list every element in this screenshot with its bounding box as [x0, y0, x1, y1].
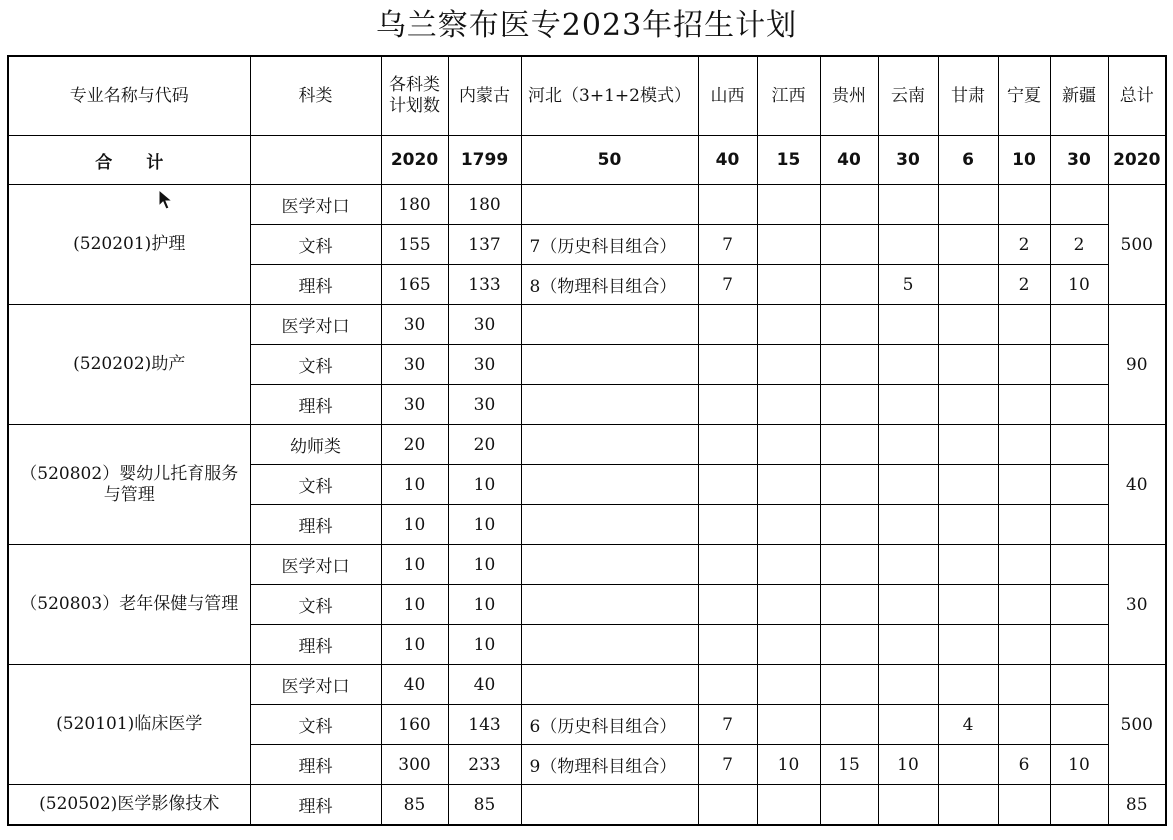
cell-xinjiang: [1050, 705, 1108, 745]
cell-neimenggu: 30: [448, 345, 521, 385]
cell-yunnan: [878, 345, 938, 385]
cell-hebei: [521, 665, 698, 705]
cell-neimenggu: 10: [448, 545, 521, 585]
cell-yunnan: [878, 545, 938, 585]
cell-neimenggu: 30: [448, 305, 521, 345]
cell-ningxia: 6: [998, 745, 1050, 785]
cell-hebei: [521, 425, 698, 465]
cell-yunnan: [878, 425, 938, 465]
header-plan-line1: 各科类: [389, 75, 440, 95]
cell-plan: 10: [381, 585, 448, 625]
cell-ningxia: [998, 185, 1050, 225]
cell-plan: 10: [381, 465, 448, 505]
cell-gansu: [938, 185, 998, 225]
cell-shanxi: [698, 665, 757, 705]
cell-shanxi: [698, 345, 757, 385]
cell-neimenggu: 10: [448, 465, 521, 505]
major-name: (520101)临床医学: [8, 665, 250, 785]
cell-guizhou: [820, 425, 878, 465]
cell-plan: 85: [381, 785, 448, 826]
cell-yunnan: [878, 465, 938, 505]
cell-gansu: [938, 225, 998, 265]
cell-neimenggu: 30: [448, 385, 521, 425]
cell-yunnan: [878, 225, 938, 265]
cell-yunnan: [878, 705, 938, 745]
header-hebei: 河北（3+1+2模式）: [521, 56, 698, 136]
cell-shanxi: [698, 625, 757, 665]
cell-xinjiang: [1050, 505, 1108, 545]
cell-xinjiang: [1050, 425, 1108, 465]
cell-ningxia: [998, 665, 1050, 705]
cell-jiangxi: [757, 385, 820, 425]
cell-gansu: [938, 585, 998, 625]
cell-category: 医学对口: [250, 305, 381, 345]
cell-yunnan: [878, 585, 938, 625]
cell-jiangxi: [757, 345, 820, 385]
cell-hebei: [521, 185, 698, 225]
cell-hebei: [521, 505, 698, 545]
cell-xinjiang: [1050, 665, 1108, 705]
cell-xinjiang: [1050, 545, 1108, 585]
totals-plan: 2020: [381, 136, 448, 185]
cell-shanxi: [698, 505, 757, 545]
cell-hebei: [521, 385, 698, 425]
cell-neimenggu: 40: [448, 665, 521, 705]
major-total: 500: [1108, 185, 1166, 305]
cell-plan: 180: [381, 185, 448, 225]
major-total: 500: [1108, 665, 1166, 785]
enrollment-plan-table: [7, 55, 1167, 826]
cell-ningxia: [998, 425, 1050, 465]
cell-category: 理科: [250, 745, 381, 785]
cell-ningxia: 2: [998, 225, 1050, 265]
cell-plan: 10: [381, 505, 448, 545]
totals-gansu: 6: [938, 136, 998, 185]
cell-category: 文科: [250, 585, 381, 625]
cell-category: 医学对口: [250, 545, 381, 585]
totals-shanxi: 40: [698, 136, 757, 185]
cell-category: 文科: [250, 345, 381, 385]
cell-gansu: [938, 385, 998, 425]
cell-category: 医学对口: [250, 185, 381, 225]
header-shanxi: 山西: [698, 56, 757, 136]
cell-yunnan: [878, 625, 938, 665]
cell-category: 理科: [250, 505, 381, 545]
cell-ningxia: [998, 705, 1050, 745]
cell-plan: 155: [381, 225, 448, 265]
cell-jiangxi: [757, 665, 820, 705]
major-total: 90: [1108, 305, 1166, 425]
table-row: [8, 785, 1166, 826]
totals-neimenggu: 1799: [448, 136, 521, 185]
cell-yunnan: [878, 185, 938, 225]
cell-neimenggu: 10: [448, 585, 521, 625]
header-yunnan: 云南: [878, 56, 938, 136]
cell-guizhou: [820, 665, 878, 705]
cell-guizhou: [820, 185, 878, 225]
cell-guizhou: [820, 305, 878, 345]
cell-plan: 10: [381, 625, 448, 665]
cell-ningxia: [998, 625, 1050, 665]
cell-ningxia: 2: [998, 265, 1050, 305]
major-name: （520803）老年保健与管理: [8, 545, 250, 665]
header-plan-line2: 计划数: [389, 96, 440, 116]
cell-neimenggu: 133: [448, 265, 521, 305]
header-jiangxi: 江西: [757, 56, 820, 136]
cell-guizhou: [820, 545, 878, 585]
header-neimenggu: 内蒙古: [448, 56, 521, 136]
cell-category: 文科: [250, 465, 381, 505]
cell-guizhou: [820, 225, 878, 265]
cell-guizhou: [820, 705, 878, 745]
cell-ningxia: [998, 785, 1050, 826]
totals-hebei: 50: [521, 136, 698, 185]
cell-neimenggu: 10: [448, 505, 521, 545]
cell-plan: 160: [381, 705, 448, 745]
totals-category: [250, 136, 381, 185]
cell-neimenggu: 137: [448, 225, 521, 265]
cell-gansu: [938, 505, 998, 545]
cell-ningxia: [998, 305, 1050, 345]
table-row: [8, 665, 1166, 705]
cell-xinjiang: [1050, 305, 1108, 345]
cell-guizhou: [820, 465, 878, 505]
cell-hebei: 7（历史科目组合）: [521, 225, 698, 265]
totals-ningxia: 10: [998, 136, 1050, 185]
cell-gansu: [938, 265, 998, 305]
cell-xinjiang: [1050, 585, 1108, 625]
cell-gansu: [938, 665, 998, 705]
cell-hebei: [521, 305, 698, 345]
cell-category: 理科: [250, 785, 381, 826]
cell-guizhou: [820, 625, 878, 665]
cell-hebei: [521, 345, 698, 385]
header-major: 专业名称与代码: [8, 56, 250, 136]
totals-jiangxi: 15: [757, 136, 820, 185]
totals-label: 合 计: [8, 136, 250, 185]
cell-hebei: 6（历史科目组合）: [521, 705, 698, 745]
cell-hebei: [521, 545, 698, 585]
cell-jiangxi: [757, 585, 820, 625]
cell-guizhou: [820, 585, 878, 625]
cell-category: 文科: [250, 225, 381, 265]
cell-xinjiang: 10: [1050, 265, 1108, 305]
cell-xinjiang: [1050, 345, 1108, 385]
cell-shanxi: [698, 305, 757, 345]
cell-jiangxi: [757, 225, 820, 265]
cell-gansu: [938, 345, 998, 385]
cell-category: 理科: [250, 385, 381, 425]
cell-shanxi: [698, 185, 757, 225]
header-total: 总计: [1108, 56, 1166, 136]
header-guizhou: 贵州: [820, 56, 878, 136]
cell-plan: 40: [381, 665, 448, 705]
major-name: (520502)医学影像技术: [8, 785, 250, 826]
cell-ningxia: [998, 465, 1050, 505]
cell-plan: 20: [381, 425, 448, 465]
table-row: [8, 545, 1166, 585]
cell-guizhou: [820, 505, 878, 545]
cell-jiangxi: 10: [757, 745, 820, 785]
cell-jiangxi: [757, 185, 820, 225]
cell-guizhou: [820, 265, 878, 305]
cell-hebei: [521, 465, 698, 505]
cell-shanxi: [698, 785, 757, 826]
cell-plan: 30: [381, 305, 448, 345]
cell-shanxi: 7: [698, 225, 757, 265]
cell-category: 医学对口: [250, 665, 381, 705]
cell-category: 幼师类: [250, 425, 381, 465]
cell-shanxi: [698, 425, 757, 465]
cell-neimenggu: 85: [448, 785, 521, 826]
cell-yunnan: [878, 305, 938, 345]
cell-hebei: [521, 625, 698, 665]
header-gansu: 甘肃: [938, 56, 998, 136]
cell-guizhou: [820, 785, 878, 826]
cell-hebei: 8（物理科目组合）: [521, 265, 698, 305]
cell-neimenggu: 20: [448, 425, 521, 465]
totals-row: [8, 136, 1166, 185]
totals-guizhou: 40: [820, 136, 878, 185]
table-row: [8, 185, 1166, 225]
major-total: 30: [1108, 545, 1166, 665]
cell-guizhou: [820, 385, 878, 425]
cell-gansu: [938, 425, 998, 465]
cell-gansu: [938, 305, 998, 345]
page-title: 乌兰察布医专2023年招生计划: [375, 8, 798, 43]
header-xinjiang: 新疆: [1050, 56, 1108, 136]
table-row: [8, 305, 1166, 345]
cell-shanxi: [698, 585, 757, 625]
cell-plan: 30: [381, 385, 448, 425]
cell-ningxia: [998, 585, 1050, 625]
cell-hebei: [521, 585, 698, 625]
cell-jiangxi: [757, 625, 820, 665]
cell-hebei: [521, 785, 698, 826]
cell-gansu: [938, 465, 998, 505]
cell-jiangxi: [757, 705, 820, 745]
cell-jiangxi: [757, 305, 820, 345]
cell-gansu: 4: [938, 705, 998, 745]
cell-xinjiang: [1050, 785, 1108, 826]
cell-jiangxi: [757, 265, 820, 305]
major-name: （520802）婴幼儿托育服务与管理: [8, 425, 250, 545]
cell-guizhou: [820, 345, 878, 385]
cell-shanxi: 7: [698, 265, 757, 305]
cell-yunnan: [878, 385, 938, 425]
cell-xinjiang: 10: [1050, 745, 1108, 785]
totals-yunnan: 30: [878, 136, 938, 185]
major-total: 85: [1108, 785, 1166, 826]
cell-hebei: 9（物理科目组合）: [521, 745, 698, 785]
cell-shanxi: [698, 545, 757, 585]
major-total: 40: [1108, 425, 1166, 545]
cell-yunnan: 5: [878, 265, 938, 305]
header-row: [8, 56, 1166, 136]
cell-gansu: [938, 785, 998, 826]
cell-plan: 10: [381, 545, 448, 585]
header-plan-count: [381, 56, 448, 136]
cell-yunnan: [878, 785, 938, 826]
totals-xinjiang: 30: [1050, 136, 1108, 185]
cell-neimenggu: 10: [448, 625, 521, 665]
cell-xinjiang: [1050, 465, 1108, 505]
cell-jiangxi: [757, 785, 820, 826]
header-category: 科类: [250, 56, 381, 136]
cell-plan: 165: [381, 265, 448, 305]
cell-jiangxi: [757, 425, 820, 465]
cell-shanxi: 7: [698, 705, 757, 745]
cell-jiangxi: [757, 505, 820, 545]
cell-xinjiang: [1050, 385, 1108, 425]
cell-shanxi: 7: [698, 745, 757, 785]
cell-yunnan: [878, 665, 938, 705]
cell-neimenggu: 233: [448, 745, 521, 785]
cell-shanxi: [698, 385, 757, 425]
cell-plan: 300: [381, 745, 448, 785]
cell-yunnan: 10: [878, 745, 938, 785]
cell-plan: 30: [381, 345, 448, 385]
cell-gansu: [938, 625, 998, 665]
cell-xinjiang: [1050, 185, 1108, 225]
cell-ningxia: [998, 545, 1050, 585]
cell-yunnan: [878, 505, 938, 545]
cell-neimenggu: 180: [448, 185, 521, 225]
cell-shanxi: [698, 465, 757, 505]
cell-neimenggu: 143: [448, 705, 521, 745]
cell-category: 文科: [250, 705, 381, 745]
cell-category: 理科: [250, 625, 381, 665]
cell-xinjiang: 2: [1050, 225, 1108, 265]
cell-ningxia: [998, 345, 1050, 385]
header-ningxia: 宁夏: [998, 56, 1050, 136]
cell-gansu: [938, 545, 998, 585]
cell-guizhou: 15: [820, 745, 878, 785]
cell-gansu: [938, 745, 998, 785]
cell-jiangxi: [757, 465, 820, 505]
cell-xinjiang: [1050, 625, 1108, 665]
cell-jiangxi: [757, 545, 820, 585]
major-name: (520202)助产: [8, 305, 250, 425]
cell-ningxia: [998, 385, 1050, 425]
totals-total: 2020: [1108, 136, 1166, 185]
table-row: [8, 425, 1166, 465]
major-name: (520201)护理: [8, 185, 250, 305]
cell-ningxia: [998, 505, 1050, 545]
cell-category: 理科: [250, 265, 381, 305]
